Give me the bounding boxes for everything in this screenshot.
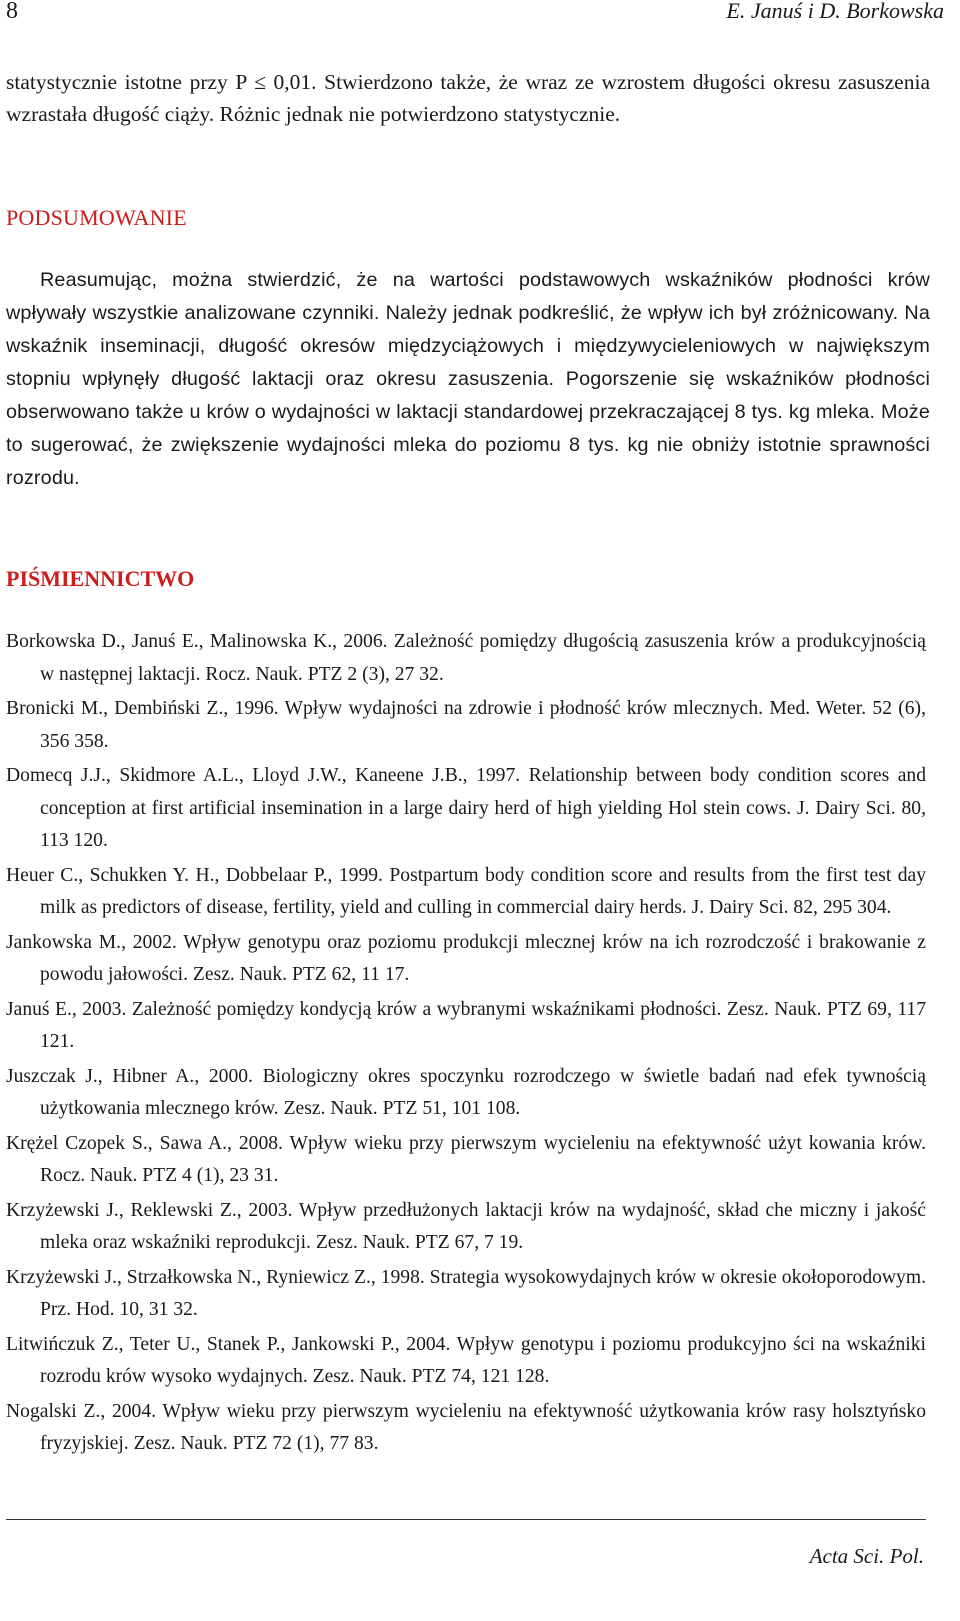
reference-item: Bronicki M., Dembiński Z., 1996. Wpływ wydajności na zdrowie i płodność krów mlecznych. Med. Weter. 52 (6), 356 358. <box>6 698 926 752</box>
opening-paragraph: statystycznie istotne przy P ≤ 0,01. Stwierdzono także, że wraz ze wzrostem długości okresu zasuszenia wzrastała długość ciąży. Różnic jednak nie potwierdzono statystycznie. <box>6 70 930 126</box>
reference-item: Juszczak J., Hibner A., 2000. Biologiczny okres spoczynku rozrodczego w świetle badań nad efek tywnością użytkowania mlecznego krów. Zesz. Nauk. PTZ 51, 101 108. <box>6 1065 926 1119</box>
page-number: 8 <box>6 0 18 24</box>
references-heading: PIŚMIENNICTWO <box>6 566 195 591</box>
footer-rule <box>6 1519 926 1520</box>
journal-footer: Acta Sci. Pol. <box>809 1544 924 1568</box>
reference-item: Litwińczuk Z., Teter U., Stanek P., Jankowski P., 2004. Wpływ genotypu i poziomu produkcyjno ści na wskaźniki rozrodu krów wysoko wydajnych. Zesz. Nauk. PTZ 74, 121 128. <box>6 1333 926 1387</box>
summary-paragraph: Reasumując, można stwierdzić, że na wartości podstawowych wskaźników płodności krów wpływały wszystkie analizowane czynniki. Należy jednak podkreślić, że wpływ ich był zróżnicowany. Na wskaźnik inseminacji, długość okresów międzyciążowych i międzywycieleniowych w największym stopniu wpłynęły długość laktacji oraz okresu zasuszenia. Pogorszenie się wskaźników płodności obserwowano także u krów o wydajności w laktacji standardowej przekraczającej 8 tys. kg mleka. Może to sugerować, że zwiększenie wydajności mleka do poziomu 8 tys. kg nie obniży istotnie sprawności rozrodu. <box>6 269 930 489</box>
reference-item: Krzyżewski J., Strzałkowska N., Ryniewicz Z., 1998. Strategia wysokowydajnych krów w okresie okołoporodowym. Prz. Hod. 10, 31 32. <box>6 1266 926 1320</box>
summary-heading: PODSUMOWANIE <box>6 205 187 230</box>
reference-item: Nogalski Z., 2004. Wpływ wieku przy pierwszym wycieleniu na efektywność użytkowania krów rasy holsztyńsko fryzyjskiej. Zesz. Nauk. PTZ 72 (1), 77 83. <box>6 1400 926 1454</box>
running-head: E. Januś i D. Borkowska <box>726 0 944 23</box>
reference-item: Krężel Czopek S., Sawa A., 2008. Wpływ wieku przy pierwszym wycieleniu na efektywność użyt kowania krów. Rocz. Nauk. PTZ 4 (1), 23 31. <box>6 1132 926 1186</box>
reference-item: Krzyżewski J., Reklewski Z., 2003. Wpływ przedłużonych laktacji krów na wydajność, skład che miczny i jakość mleka oraz wskaźniki reprodukcji. Zesz. Nauk. PTZ 67, 7 19. <box>6 1199 926 1253</box>
reference-item: Januś E., 2003. Zależność pomiędzy kondycją krów a wybranymi wskaźnikami płodności. Zesz. Nauk. PTZ 69, 117 121. <box>6 998 926 1052</box>
reference-item: Borkowska D., Januś E., Malinowska K., 2006. Zależność pomiędzy długością zasuszenia krów a produkcyjnością w następnej laktacji. Rocz. Nauk. PTZ 2 (3), 27 32. <box>6 631 926 685</box>
reference-item: Jankowska M., 2002. Wpływ genotypu oraz poziomu produkcji mlecznej krów na ich rozrodczość i brakowanie z powodu jałowości. Zesz. Nauk. PTZ 62, 11 17. <box>6 931 926 985</box>
references-list <box>6 626 926 1463</box>
reference-item: Heuer C., Schukken Y. H., Dobbelaar P., 1999. Postpartum body condition score and results from the first test day milk as predictors of disease, fertility, yield and culling in commercial dairy herds. J. Dairy Sci. 82, 295 304. <box>6 864 926 918</box>
reference-item: Domecq J.J., Skidmore A.L., Lloyd J.W., Kaneene J.B., 1997. Relationship between body condition scores and conception at first artificial insemination in a large dairy herd of high yielding Hol stein cows. J. Dairy Sci. 80, 113 120. <box>6 765 926 851</box>
